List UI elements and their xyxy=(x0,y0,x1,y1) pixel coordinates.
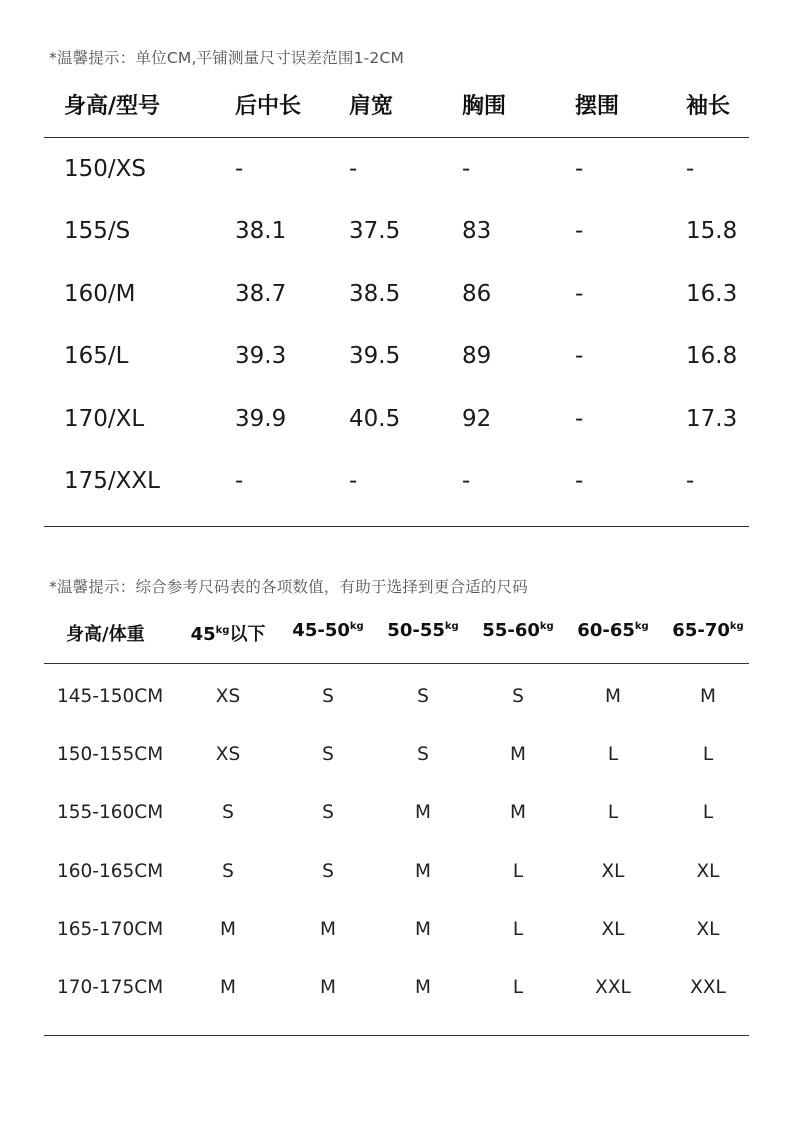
table-cell: 89 xyxy=(462,343,492,369)
header-main: 身高/体重 xyxy=(66,624,145,645)
size-cell: S xyxy=(512,686,524,707)
size-cell: XS xyxy=(215,744,241,765)
size-cell: XL xyxy=(696,919,720,940)
size-cell: S xyxy=(222,861,234,882)
size-cell: S xyxy=(322,744,334,765)
row-label: 160-165CM xyxy=(57,861,164,882)
row-label: 175/XXL xyxy=(64,468,160,494)
size-cell: L xyxy=(607,802,619,823)
row-label: 170/XL xyxy=(64,406,145,432)
row-label: 145-150CM xyxy=(57,686,164,707)
table-cell: 86 xyxy=(462,281,492,307)
header-divider xyxy=(44,663,749,664)
row-label: 165/L xyxy=(64,343,129,369)
column-header: 胸围 xyxy=(462,94,507,119)
column-header xyxy=(191,620,266,646)
table-cell: 39.3 xyxy=(235,343,287,369)
header-main: 60-65 xyxy=(577,620,635,641)
table-cell: 17.3 xyxy=(686,406,738,432)
table-cell: 15.8 xyxy=(686,218,738,244)
unit-superscript: kg xyxy=(634,621,649,632)
size-cell: M xyxy=(320,919,336,940)
size-cell: M xyxy=(700,686,716,707)
size-cell: L xyxy=(702,802,714,823)
table-cell: 39.5 xyxy=(349,343,401,369)
table-bottom-divider xyxy=(44,1035,749,1036)
size-cell: S xyxy=(322,861,334,882)
size-cell: XL xyxy=(601,919,625,940)
size-cell: L xyxy=(702,744,714,765)
column-header xyxy=(672,620,743,641)
table-cell: - xyxy=(575,468,584,494)
column-header: 袖长 xyxy=(686,94,731,119)
size-cell: XS xyxy=(215,686,241,707)
unit-superscript: kg xyxy=(349,621,364,632)
row-label: 150-155CM xyxy=(57,744,164,765)
column-header: 摆围 xyxy=(575,94,620,119)
header-suffix: 以下 xyxy=(229,624,266,645)
size-cell: S xyxy=(417,686,429,707)
column-header: 肩宽 xyxy=(349,94,394,119)
header-main: 45 xyxy=(190,624,216,645)
column-header xyxy=(66,620,145,646)
table-cell: - xyxy=(349,468,358,494)
size-cell: M xyxy=(415,919,431,940)
header-main: 45-50 xyxy=(292,620,350,641)
size-cell: XL xyxy=(601,861,625,882)
table-cell: 38.5 xyxy=(349,281,401,307)
size-cell: M xyxy=(415,861,431,882)
unit-superscript: kg xyxy=(215,625,230,636)
column-header xyxy=(577,620,648,641)
row-label: 170-175CM xyxy=(57,977,164,998)
size-cell: M xyxy=(220,919,236,940)
unit-superscript: kg xyxy=(539,621,554,632)
table-cell: - xyxy=(575,218,584,244)
size-cell: M xyxy=(415,977,431,998)
size-cell: S xyxy=(322,802,334,823)
size-cell: XXL xyxy=(690,977,726,998)
column-header: 身高/型号 xyxy=(64,94,161,119)
size-cell: M xyxy=(510,802,526,823)
table-cell: - xyxy=(575,281,584,307)
header-main: 65-70 xyxy=(672,620,730,641)
size-cell: XL xyxy=(696,861,720,882)
table-cell: 16.3 xyxy=(686,281,738,307)
table-cell: 39.9 xyxy=(235,406,287,432)
header-divider xyxy=(44,137,749,138)
row-label: 155-160CM xyxy=(57,802,164,823)
table-cell: - xyxy=(575,343,584,369)
size-cell: M xyxy=(320,977,336,998)
table-cell: 40.5 xyxy=(349,406,401,432)
header-main: 55-60 xyxy=(482,620,540,641)
table-cell: 83 xyxy=(462,218,492,244)
size-tip-2: *温馨提示：综合参考尺码表的各项数值，有助于选择到更合适的尺码 xyxy=(49,578,528,596)
table-cell: 16.8 xyxy=(686,343,738,369)
column-header xyxy=(292,620,363,641)
table-cell: - xyxy=(575,406,584,432)
row-label: 160/M xyxy=(64,281,136,307)
table-bottom-divider xyxy=(44,526,749,527)
table-cell: - xyxy=(462,468,471,494)
size-cell: S xyxy=(417,744,429,765)
row-label: 165-170CM xyxy=(57,919,164,940)
column-header xyxy=(482,620,553,641)
table-cell: 38.1 xyxy=(235,218,287,244)
header-main: 50-55 xyxy=(387,620,445,641)
row-label: 150/XS xyxy=(64,156,147,182)
size-cell: L xyxy=(607,744,619,765)
size-cell: L xyxy=(512,919,524,940)
size-cell: XXL xyxy=(595,977,631,998)
unit-superscript: kg xyxy=(444,621,459,632)
table-cell: - xyxy=(686,468,695,494)
table-cell: - xyxy=(235,468,244,494)
column-header xyxy=(387,620,458,641)
size-cell: L xyxy=(512,977,524,998)
size-cell: M xyxy=(220,977,236,998)
size-cell: S xyxy=(222,802,234,823)
size-cell: S xyxy=(322,686,334,707)
size-cell: M xyxy=(605,686,621,707)
table-cell: 92 xyxy=(462,406,492,432)
unit-superscript: kg xyxy=(729,621,744,632)
table-cell: - xyxy=(235,156,244,182)
size-tip-1: *温馨提示：单位CM,平铺测量尺寸误差范围1-2CM xyxy=(49,49,405,67)
row-label: 155/S xyxy=(64,218,131,244)
size-cell: M xyxy=(415,802,431,823)
column-header: 后中长 xyxy=(235,94,302,119)
table-cell: 38.7 xyxy=(235,281,287,307)
table-cell: - xyxy=(686,156,695,182)
table-cell: - xyxy=(349,156,358,182)
table-cell: - xyxy=(462,156,471,182)
size-cell: M xyxy=(510,744,526,765)
table-cell: 37.5 xyxy=(349,218,401,244)
table-cell: - xyxy=(575,156,584,182)
size-cell: L xyxy=(512,861,524,882)
